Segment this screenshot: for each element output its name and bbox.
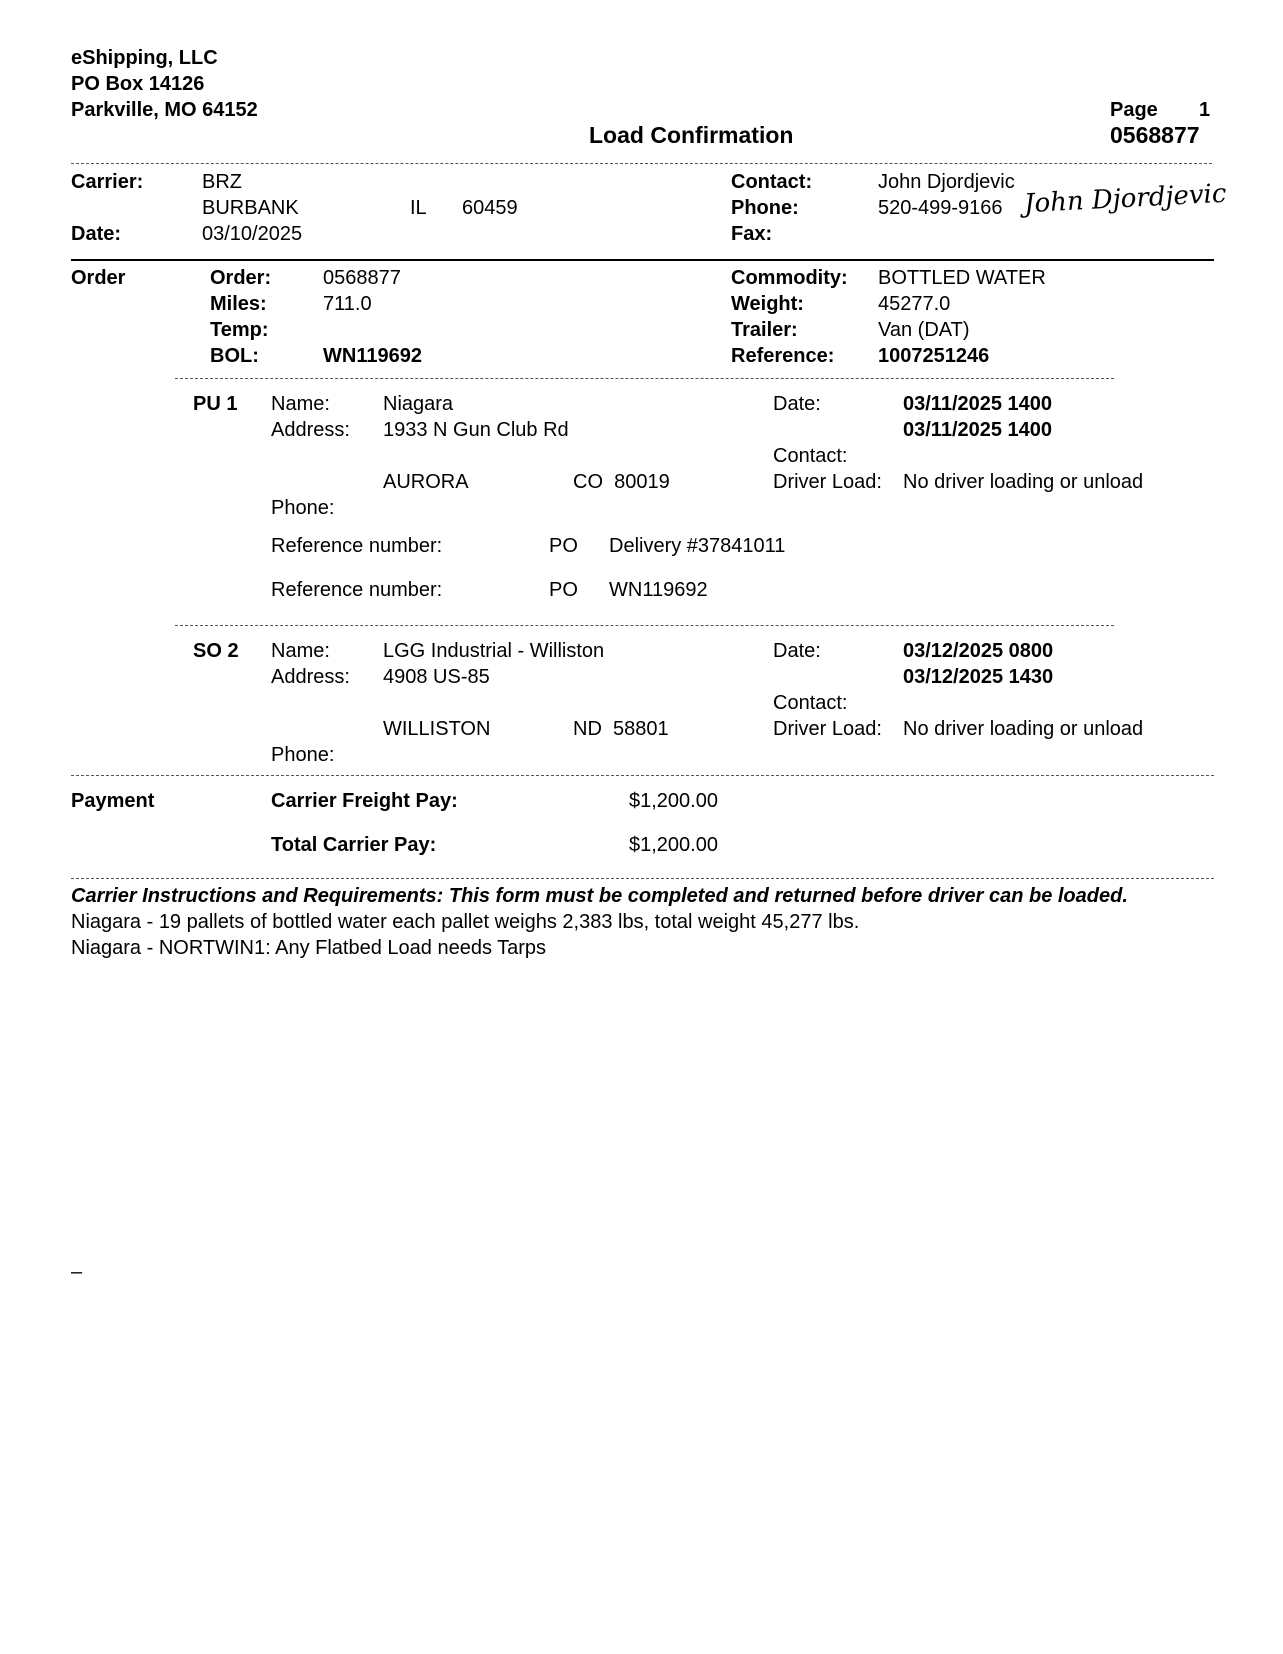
stop-2-name: LGG Industrial - Williston (383, 640, 605, 662)
page-number: 1 (1199, 99, 1211, 121)
stop-1-date-1: 03/11/2025 1400 (903, 393, 1053, 415)
stop-2-date-1: 03/12/2025 0800 (903, 640, 1054, 662)
weight-value: 45277.0 (878, 293, 951, 315)
document-title: Load Confirmation (589, 122, 794, 148)
freight-pay-label: Carrier Freight Pay: (271, 790, 458, 812)
instructions-heading: Carrier Instructions and Requirements: This form must be completed and returned before driver can be loaded. (71, 885, 1128, 907)
stop-2-date-label: Date: (773, 640, 821, 662)
handwritten-signature: John Djordjevic (1023, 178, 1228, 220)
stop-1-name: Niagara (383, 393, 454, 415)
commodity-label: Commodity: (731, 267, 848, 289)
carrier-contact: John Djordjevic (878, 171, 1015, 193)
divider (71, 163, 1212, 164)
stop-1-ref-1-label: Reference number: (271, 535, 443, 557)
stop-1-city: AURORA (383, 471, 469, 493)
company-address-line1: PO Box 14126 (71, 73, 205, 95)
freight-pay-value: $1,200.00 (629, 790, 718, 812)
stop-2-date-2: 03/12/2025 1430 (903, 666, 1054, 688)
stop-1-ref-2-value: WN119692 (609, 579, 708, 601)
stop-1-ref-2-type: PO (549, 579, 578, 601)
stop-2-state-zip: ND 58801 (573, 718, 669, 740)
stop-2-code: SO 2 (193, 640, 239, 662)
trailer-label: Trailer: (731, 319, 798, 341)
bol-label: BOL: (210, 345, 259, 367)
stop-1-code: PU 1 (193, 393, 238, 415)
instructions-line-2: Niagara - NORTWIN1: Any Flatbed Load needs Tarps (71, 937, 547, 959)
instructions-line-1: Niagara - 19 pallets of bottled water each pallet weighs 2,383 lbs, total weight 45,277 lbs. (71, 911, 860, 933)
stop-1-address-label: Address: (271, 419, 350, 441)
order-label: Order: (210, 267, 272, 289)
divider (71, 878, 1214, 879)
temp-label: Temp: (210, 319, 269, 341)
header-order-number: 0568877 (1110, 122, 1200, 148)
stop-1-ref-2-label: Reference number: (271, 579, 443, 601)
section-divider (71, 259, 1214, 261)
carrier-phone: 520-499-9166 (878, 197, 1003, 219)
order-value: 0568877 (323, 267, 401, 289)
divider (175, 625, 1114, 626)
stop-1-driver-load: No driver loading or unload (903, 471, 1144, 493)
page-label: Page (1110, 99, 1158, 121)
stop-1-phone-label: Phone: (271, 497, 335, 519)
carrier-name: BRZ (202, 171, 242, 193)
payment-section-label: Payment (71, 790, 155, 812)
stop-2-city: WILLISTON (383, 718, 491, 740)
stop-1-name-label: Name: (271, 393, 330, 415)
stop-2-driver-load: No driver loading or unload (903, 718, 1144, 740)
carrier-label: Carrier: (71, 171, 144, 193)
stop-1-state-zip: CO 80019 (573, 471, 670, 493)
fax-label: Fax: (731, 223, 773, 245)
miles-label: Miles: (210, 293, 267, 315)
weight-label: Weight: (731, 293, 804, 315)
bol-value: WN119692 (323, 345, 422, 367)
date-label: Date: (71, 223, 122, 245)
stop-2-driver-load-label: Driver Load: (773, 718, 882, 740)
stop-1-driver-load-label: Driver Load: (773, 471, 882, 493)
reference-value: 1007251246 (878, 345, 990, 367)
miles-value: 711.0 (323, 293, 372, 315)
reference-label: Reference: (731, 345, 835, 367)
stop-2-contact-label: Contact: (773, 692, 848, 714)
total-pay-value: $1,200.00 (629, 834, 718, 856)
stop-2-name-label: Name: (271, 640, 330, 662)
carrier-state: IL (410, 197, 427, 219)
stop-1-ref-1-value: Delivery #37841011 (609, 535, 786, 557)
carrier-city: BURBANK (202, 197, 299, 219)
stop-1-ref-1-type: PO (549, 535, 578, 557)
company-name: eShipping, LLC (71, 47, 218, 69)
phone-label: Phone: (731, 197, 799, 219)
divider (175, 378, 1114, 379)
stop-1-date-label: Date: (773, 393, 821, 415)
total-pay-label: Total Carrier Pay: (271, 834, 437, 856)
carrier-zip: 60459 (462, 197, 518, 219)
footer-mark: – (71, 1261, 83, 1283)
carrier-date: 03/10/2025 (202, 223, 303, 245)
stop-2-address: 4908 US-85 (383, 666, 490, 688)
stop-1-address: 1933 N Gun Club Rd (383, 419, 569, 441)
contact-label: Contact: (731, 171, 813, 193)
commodity-value: BOTTLED WATER (878, 267, 1046, 289)
divider (71, 775, 1214, 776)
stop-2-address-label: Address: (271, 666, 350, 688)
stop-1-contact-label: Contact: (773, 445, 848, 467)
order-section-label: Order (71, 267, 126, 289)
company-address-line2: Parkville, MO 64152 (71, 99, 258, 121)
stop-2-phone-label: Phone: (271, 744, 335, 766)
trailer-value: Van (DAT) (878, 319, 970, 341)
stop-1-date-2: 03/11/2025 1400 (903, 419, 1053, 441)
